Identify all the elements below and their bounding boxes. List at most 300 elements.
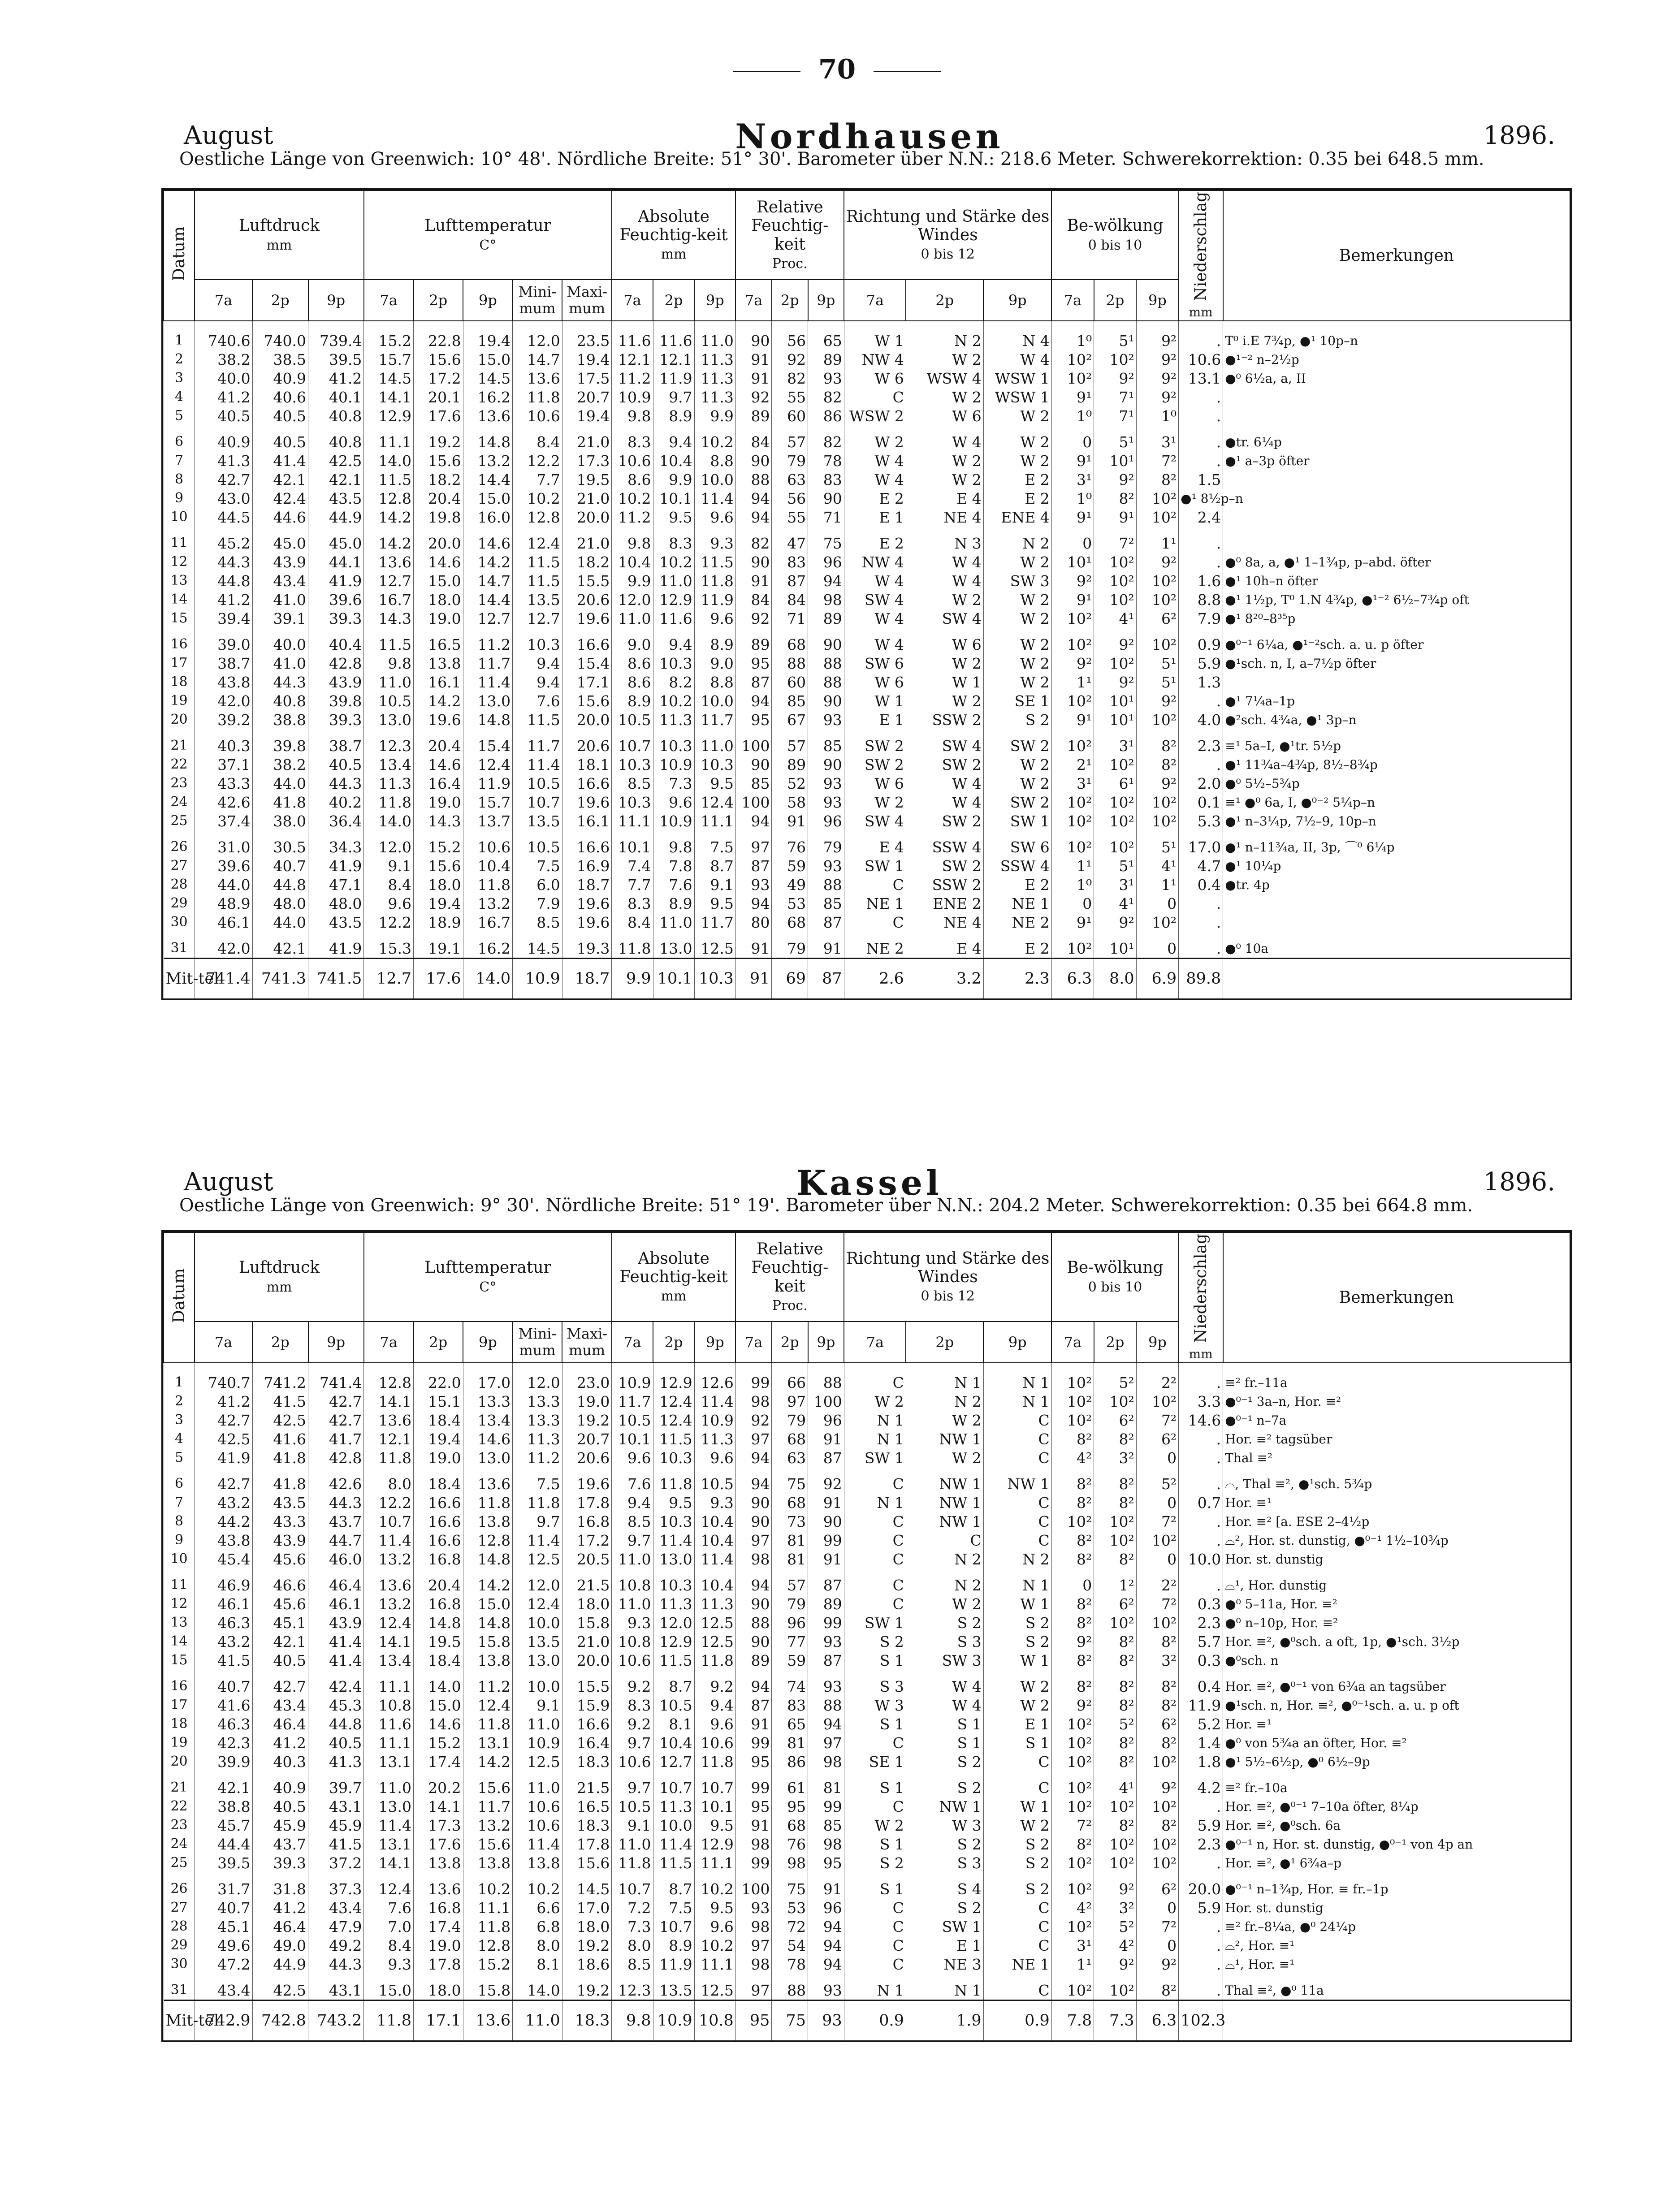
subheader-t2: 2p	[1094, 1322, 1136, 1363]
value-cell: 21.5	[562, 1568, 612, 1594]
remark-cell: ●¹ 10h–n öfter	[1223, 571, 1570, 590]
value-cell: 94	[735, 1670, 772, 1696]
value-cell: 44.9	[252, 1955, 308, 1974]
value-cell: 93	[735, 875, 772, 894]
bewoelkung-header-title: Be-wölkung	[1067, 216, 1164, 235]
value-cell: 40.9	[252, 1771, 308, 1797]
subheader-t9: 9p	[463, 280, 513, 321]
value-cell: 0.3	[1179, 1594, 1223, 1613]
bemerkungen-header: Bemerkungen	[1223, 1232, 1570, 1363]
value-cell: W 2	[906, 470, 983, 489]
subheader-t9: 9p	[694, 1322, 735, 1363]
subheader-t2: 2p	[1094, 280, 1136, 321]
value-cell: 10.9	[653, 755, 694, 774]
value-cell: 11.1	[364, 425, 414, 451]
value-cell: 7.6	[653, 875, 694, 894]
value-cell: 41.9	[195, 1448, 252, 1467]
value-cell: 42.5	[195, 1430, 252, 1448]
value-cell: 2.3	[1179, 1613, 1223, 1632]
value-cell: 45.6	[252, 1594, 308, 1613]
value-cell: 57	[772, 1568, 808, 1594]
remark-cell: ●¹sch. n, I, a–7½p öfter	[1223, 654, 1570, 673]
value-cell: 9.5	[694, 774, 735, 793]
value-cell: 9²	[1136, 388, 1178, 406]
value-cell: 16.2	[463, 388, 513, 406]
value-cell: 12.2	[513, 451, 562, 470]
value-cell: 91	[808, 1430, 844, 1448]
value-cell: 0.4	[1179, 1670, 1223, 1696]
value-cell: 1.8	[1179, 1752, 1223, 1771]
value-cell: 42.7	[252, 1670, 308, 1696]
value-cell: 73	[772, 1512, 808, 1531]
value-cell: 42.5	[252, 1411, 308, 1430]
value-cell: 4²	[1094, 1936, 1136, 1955]
value-cell: 10²	[1051, 793, 1094, 812]
value-cell: NE 1	[983, 894, 1051, 913]
value-cell: 91	[735, 1715, 772, 1733]
value-cell: 2.0	[1179, 774, 1223, 793]
value-cell: 10.2	[513, 1872, 562, 1898]
table-row	[164, 830, 1570, 856]
mittel-value: 89.8	[1179, 959, 1223, 999]
value-cell: 11.1	[694, 1853, 735, 1872]
value-cell: 91	[808, 1493, 844, 1512]
value-cell: 90	[735, 451, 772, 470]
value-cell: 18.0	[414, 875, 463, 894]
value-cell: S 2	[983, 1853, 1051, 1872]
value-cell: 10.0	[1179, 1550, 1223, 1568]
value-cell: 46.4	[308, 1568, 364, 1594]
value-cell: S 3	[844, 1670, 906, 1696]
value-cell: 68	[772, 1493, 808, 1512]
table-row	[164, 590, 1570, 609]
value-cell: 5.7	[1179, 1632, 1223, 1651]
value-cell: 9¹	[1051, 913, 1094, 932]
value-cell: 8.1	[513, 1955, 562, 1974]
value-cell: 19.6	[562, 1467, 612, 1493]
value-cell: 9²	[1136, 1771, 1178, 1797]
luftdruck-header-title: Luftdruck	[238, 216, 320, 235]
mittel-value: 10.3	[694, 959, 735, 999]
value-cell: 3¹	[1051, 470, 1094, 489]
day-cell: 5	[164, 406, 195, 425]
day-cell: 8	[164, 1512, 195, 1531]
value-cell: C	[844, 1512, 906, 1531]
value-cell: 10.4	[612, 553, 653, 571]
value-cell: 81	[808, 1771, 844, 1797]
remark-cell: Hor. st. dunstig	[1223, 1898, 1570, 1917]
value-cell: SSW 2	[906, 710, 983, 729]
value-cell: 11.5	[513, 710, 562, 729]
value-cell: 12.0	[513, 1363, 562, 1392]
value-cell: 41.2	[252, 1733, 308, 1752]
value-cell: 20.0	[414, 527, 463, 553]
value-cell: 13.1	[364, 1752, 414, 1771]
value-cell: 89	[808, 1594, 844, 1613]
value-cell: 99	[735, 1771, 772, 1797]
value-cell: 10.7	[612, 729, 653, 755]
value-cell: 42.7	[308, 1392, 364, 1411]
value-cell: 86	[772, 1752, 808, 1771]
value-cell: 16.6	[562, 774, 612, 793]
value-cell: W 4	[844, 451, 906, 470]
value-cell: 8.9	[653, 894, 694, 913]
day-cell: 6	[164, 425, 195, 451]
value-cell: 14.7	[463, 571, 513, 590]
value-cell: 88	[772, 1974, 808, 2000]
value-cell: 4²	[1051, 1448, 1094, 1467]
value-cell: 740.0	[252, 321, 308, 350]
value-cell: 18.4	[414, 1411, 463, 1430]
mittel-value: 10.1	[653, 959, 694, 999]
value-cell: 31.8	[252, 1872, 308, 1898]
value-cell: N 2	[983, 1550, 1051, 1568]
mittel-value: 10.9	[653, 2000, 694, 2041]
remark-cell: ⌓¹, Hor. dunstig	[1223, 1568, 1570, 1594]
value-cell: 0.4	[1179, 875, 1223, 894]
value-cell: 39.3	[252, 1853, 308, 1872]
value-cell: 10.2	[694, 425, 735, 451]
value-cell: 9.9	[653, 470, 694, 489]
value-cell: 11.6	[653, 321, 694, 350]
value-cell: 43.4	[252, 571, 308, 590]
value-cell: 15.6	[463, 1835, 513, 1853]
table-row	[164, 856, 1570, 875]
value-cell: 10²	[1051, 1411, 1094, 1430]
lufttemperatur-header-unit: C°	[479, 1279, 497, 1295]
value-cell: 94	[808, 1715, 844, 1733]
value-cell: 12.9	[653, 1363, 694, 1392]
value-cell: 90	[735, 321, 772, 350]
value-cell: C	[844, 1363, 906, 1392]
day-cell: 1	[164, 321, 195, 350]
value-cell: 10²	[1051, 1733, 1094, 1752]
remark-cell: ●⁰ von 5¾a an öfter, Hor. ≡²	[1223, 1733, 1570, 1752]
value-cell: N 1	[983, 1363, 1051, 1392]
table-row	[164, 470, 1570, 489]
value-cell: 11.3	[694, 369, 735, 388]
value-cell: 38.8	[195, 1797, 252, 1816]
value-cell: SW 2	[844, 729, 906, 755]
value-cell: 9.4	[653, 425, 694, 451]
value-cell: 46.1	[195, 913, 252, 932]
subheader-t7: 7a	[195, 280, 252, 321]
value-cell: 91	[772, 812, 808, 830]
value-cell: 41.2	[195, 1392, 252, 1411]
table-row	[164, 1550, 1570, 1568]
value-cell: 42.8	[308, 654, 364, 673]
value-cell: 11.0	[612, 609, 653, 628]
value-cell: W 2	[906, 1448, 983, 1467]
value-cell: 14.2	[364, 527, 414, 553]
value-cell: 59	[772, 856, 808, 875]
value-cell: 42.7	[195, 470, 252, 489]
value-cell: 11.8	[513, 1493, 562, 1512]
value-cell: 15.8	[463, 1974, 513, 2000]
value-cell: 45.4	[195, 1550, 252, 1568]
value-cell: 11.1	[694, 812, 735, 830]
value-cell: 8.4	[364, 875, 414, 894]
value-cell: 0	[1051, 425, 1094, 451]
value-cell: 39.2	[195, 710, 252, 729]
value-cell: 13.1	[364, 1835, 414, 1853]
value-cell: 97	[772, 1392, 808, 1411]
table-row	[164, 628, 1570, 654]
value-cell: 9²	[1051, 571, 1094, 590]
value-cell: 11.1	[364, 1733, 414, 1752]
value-cell: 12.9	[694, 1835, 735, 1853]
value-cell: W 2	[844, 793, 906, 812]
mittel-value: 6.3	[1051, 959, 1094, 999]
value-cell: E 2	[983, 932, 1051, 959]
value-cell: 10.9	[694, 1411, 735, 1430]
day-cell: 1	[164, 1363, 195, 1392]
mittel-value: 7.3	[1094, 2000, 1136, 2041]
subheader-t2: 2p	[252, 280, 308, 321]
value-cell: 92	[735, 609, 772, 628]
value-cell: 9²	[1051, 654, 1094, 673]
value-cell: S 1	[906, 1733, 983, 1752]
mittel-value: 0.9	[983, 2000, 1051, 2041]
value-cell: E 2	[983, 489, 1051, 508]
value-cell: E 1	[844, 710, 906, 729]
value-cell: W 2	[983, 1670, 1051, 1696]
value-cell: SW 4	[844, 812, 906, 830]
value-cell: 13.3	[463, 1392, 513, 1411]
value-cell: 22.0	[414, 1363, 463, 1392]
value-cell: 2¹	[1051, 755, 1094, 774]
value-cell: 12.8	[463, 1936, 513, 1955]
value-cell: 23.0	[562, 1363, 612, 1392]
value-cell: 16.6	[562, 1715, 612, 1733]
value-cell: 94	[735, 812, 772, 830]
value-cell: 83	[808, 470, 844, 489]
remark-cell	[1223, 388, 1570, 406]
value-cell: 43.2	[195, 1493, 252, 1512]
subheader-t7: 7a	[612, 280, 653, 321]
value-cell: 8²	[1136, 1733, 1178, 1752]
mittel-value: 17.6	[414, 959, 463, 999]
value-cell: 52	[772, 774, 808, 793]
value-cell: 9.1	[513, 1696, 562, 1715]
value-cell: 10.6	[463, 830, 513, 856]
value-cell: 5.3	[1179, 812, 1223, 830]
value-cell: 15.7	[364, 350, 414, 369]
value-cell: 20.0	[562, 710, 612, 729]
value-cell: 37.2	[308, 1853, 364, 1872]
value-cell: 40.5	[252, 1651, 308, 1670]
value-cell: 91	[808, 1550, 844, 1568]
value-cell: 4¹	[1136, 856, 1178, 875]
weather-table	[163, 1232, 1570, 2040]
day-cell: 20	[164, 710, 195, 729]
value-cell: 11.0	[513, 1771, 562, 1797]
value-cell: 39.6	[195, 856, 252, 875]
value-cell: 12.1	[364, 1430, 414, 1448]
value-cell: C	[983, 1448, 1051, 1467]
value-cell: 16.1	[414, 673, 463, 691]
value-cell: 9²	[1094, 369, 1136, 388]
value-cell: 10²	[1136, 1835, 1178, 1853]
value-cell: 9¹	[1051, 388, 1094, 406]
mittel-value: 1.9	[906, 2000, 983, 2041]
value-cell: 1⁰	[1136, 406, 1178, 425]
value-cell: E 2	[983, 470, 1051, 489]
value-cell: 13.1	[463, 1733, 513, 1752]
value-cell: 19.0	[414, 1936, 463, 1955]
value-cell: 8.6	[612, 470, 653, 489]
value-cell: 1⁰	[1051, 875, 1094, 894]
value-cell: 3²	[1136, 1651, 1178, 1670]
value-cell: 0	[1136, 1898, 1178, 1917]
value-cell: W 6	[844, 774, 906, 793]
value-cell: 47.9	[308, 1917, 364, 1936]
value-cell: 59	[772, 1651, 808, 1670]
subheader-t7: 7a	[1051, 1322, 1094, 1363]
value-cell: 11.2	[612, 369, 653, 388]
value-cell: 5¹	[1094, 321, 1136, 350]
value-cell: 17.3	[562, 451, 612, 470]
value-cell: 19.3	[562, 932, 612, 959]
value-cell: 98	[772, 1853, 808, 1872]
value-cell: 10²	[1051, 350, 1094, 369]
value-cell: 17.8	[562, 1493, 612, 1512]
value-cell: 40.6	[252, 388, 308, 406]
value-cell: 48.0	[252, 894, 308, 913]
table-row	[164, 691, 1570, 710]
table-row	[164, 654, 1570, 673]
value-cell: 9.5	[653, 508, 694, 527]
value-cell: 38.2	[252, 755, 308, 774]
value-cell: 12.2	[364, 913, 414, 932]
value-cell: 10¹	[1094, 710, 1136, 729]
value-cell: 41.0	[252, 590, 308, 609]
value-cell: 8²	[1051, 1613, 1094, 1632]
value-cell: 9.6	[612, 1448, 653, 1467]
value-cell: 8.0	[364, 1467, 414, 1493]
value-cell: 7.6	[513, 691, 562, 710]
value-cell: 44.3	[308, 1493, 364, 1512]
value-cell: 75	[772, 1467, 808, 1493]
mittel-value: 10.9	[513, 959, 562, 999]
value-cell: 10.2	[612, 489, 653, 508]
value-cell: 45.1	[195, 1917, 252, 1936]
value-cell: 42.7	[195, 1411, 252, 1430]
value-cell: 13.8	[463, 1651, 513, 1670]
value-cell: 12.7	[513, 609, 562, 628]
value-cell: 0	[1136, 1448, 1178, 1467]
value-cell: 17.3	[414, 1816, 463, 1835]
value-cell: 10.6	[612, 1752, 653, 1771]
table-row	[164, 1430, 1570, 1448]
value-cell: 87	[735, 856, 772, 875]
mittel-row	[164, 2000, 1570, 2041]
value-cell: 88	[808, 654, 844, 673]
mittel-value: 13.6	[463, 2000, 513, 2041]
value-cell: 8.2	[653, 673, 694, 691]
value-cell: 43.9	[252, 553, 308, 571]
value-cell: 15.6	[414, 451, 463, 470]
value-cell: W 6	[844, 673, 906, 691]
value-cell: 9.6	[694, 609, 735, 628]
value-cell: 7.6	[364, 1898, 414, 1917]
value-cell: 12.7	[463, 609, 513, 628]
value-cell: 12.2	[364, 1493, 414, 1512]
value-cell: 13.8	[414, 1853, 463, 1872]
value-cell: 3¹	[1094, 729, 1136, 755]
value-cell: 17.6	[414, 1835, 463, 1853]
value-cell: 9.5	[694, 894, 735, 913]
value-cell: 8²	[1051, 1594, 1094, 1613]
value-cell: N 1	[844, 1493, 906, 1512]
value-cell: 10²	[1051, 812, 1094, 830]
day-cell: 17	[164, 1696, 195, 1715]
value-cell: 23.5	[562, 321, 612, 350]
value-cell: W 2	[906, 654, 983, 673]
value-cell: 3¹	[1051, 774, 1094, 793]
value-cell: 10.8	[612, 1568, 653, 1594]
value-cell: 9²	[1136, 553, 1178, 571]
value-cell: S 2	[906, 1613, 983, 1632]
subheader-t7: 7a	[844, 1322, 906, 1363]
value-cell: NW 1	[906, 1512, 983, 1531]
value-cell: E 4	[906, 932, 983, 959]
value-cell: 10.3	[694, 755, 735, 774]
value-cell: 11.8	[463, 1493, 513, 1512]
value-cell: 5.9	[1179, 1816, 1223, 1835]
value-cell: 41.8	[252, 1448, 308, 1467]
value-cell: 0	[1136, 932, 1178, 959]
value-cell: 4.7	[1179, 856, 1223, 875]
value-cell: 20.4	[414, 1568, 463, 1594]
value-cell: 42.4	[308, 1670, 364, 1696]
subheader-t9: 9p	[463, 1322, 513, 1363]
value-cell: 15.0	[414, 571, 463, 590]
table-row	[164, 1613, 1570, 1632]
value-cell: 8.4	[364, 1936, 414, 1955]
value-cell: 13.8	[414, 654, 463, 673]
remark-cell: ●⁰ n–10p, Hor. ≡²	[1223, 1613, 1570, 1632]
value-cell: 9²	[1136, 691, 1178, 710]
value-cell: 10.2	[463, 1872, 513, 1898]
value-cell: 8²	[1094, 489, 1136, 508]
value-cell: 96	[808, 1898, 844, 1917]
day-cell: 18	[164, 1715, 195, 1733]
value-cell: 11.0	[612, 1835, 653, 1853]
value-cell: 15.4	[562, 654, 612, 673]
value-cell: 12.4	[694, 793, 735, 812]
mittel-value: 69	[772, 959, 808, 999]
remark-cell: Hor. ≡¹	[1223, 1493, 1570, 1512]
value-cell: W 2	[906, 451, 983, 470]
value-cell: 10.8	[612, 1632, 653, 1651]
wind-header-title: Richtung und Stärke des Windes	[846, 1249, 1050, 1287]
value-cell: 10.4	[694, 1531, 735, 1550]
value-cell: 21.0	[562, 425, 612, 451]
value-cell: 75	[808, 527, 844, 553]
value-cell: W 4	[844, 609, 906, 628]
value-cell: 40.3	[195, 729, 252, 755]
value-cell: 2.3	[1179, 729, 1223, 755]
value-cell: 10²	[1051, 1512, 1094, 1531]
value-cell: 9.8	[653, 830, 694, 856]
value-cell: 94	[808, 571, 844, 590]
value-cell: 39.4	[195, 609, 252, 628]
value-cell: 58	[772, 793, 808, 812]
value-cell: 99	[735, 1363, 772, 1392]
value-cell: 10²	[1051, 1797, 1094, 1816]
value-cell: 48.0	[308, 894, 364, 913]
